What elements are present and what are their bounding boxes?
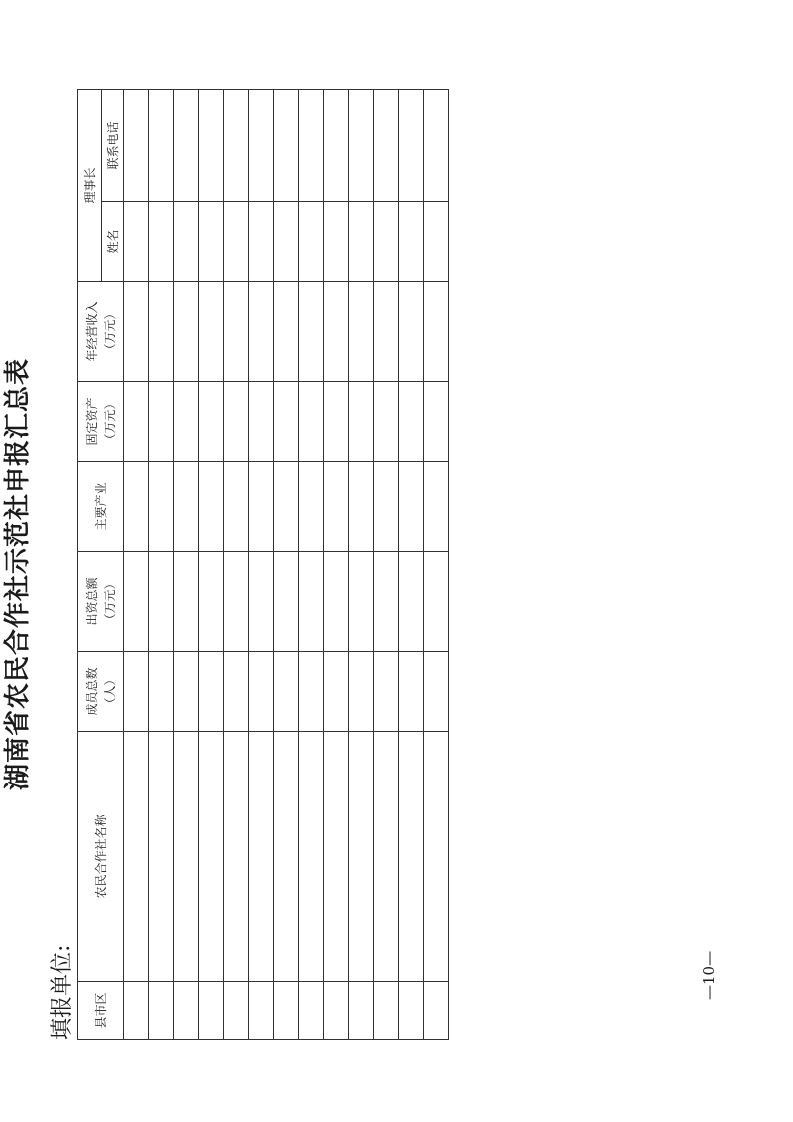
table-cell[interactable]: [274, 89, 299, 201]
table-cell[interactable]: [174, 982, 199, 1040]
table-cell[interactable]: [174, 552, 199, 652]
table-cell[interactable]: [199, 982, 224, 1040]
table-cell[interactable]: [224, 732, 249, 982]
table-cell[interactable]: [399, 732, 424, 982]
summary-table: [77, 89, 449, 1040]
table-cell[interactable]: [174, 282, 199, 382]
table-cell[interactable]: [224, 382, 249, 462]
table-cell[interactable]: [149, 552, 174, 652]
table-cell[interactable]: [149, 89, 174, 201]
table-cell[interactable]: [299, 202, 324, 282]
table-cell[interactable]: [124, 652, 149, 732]
table-cell[interactable]: [199, 282, 224, 382]
table-cell[interactable]: [199, 202, 224, 282]
table-cell[interactable]: [199, 382, 224, 462]
table-cell[interactable]: [274, 652, 299, 732]
table-cell[interactable]: [124, 382, 149, 462]
table-cell[interactable]: [274, 382, 299, 462]
header-capital: [78, 552, 124, 652]
table-cell[interactable]: [249, 732, 274, 982]
table-cell[interactable]: [224, 652, 249, 732]
table-cell[interactable]: [424, 652, 449, 732]
header-members-line2: （人）: [102, 673, 117, 710]
table-cell[interactable]: [424, 732, 449, 982]
table-cell[interactable]: [399, 552, 424, 652]
table-cell[interactable]: [299, 552, 324, 652]
table-cell[interactable]: [224, 982, 249, 1040]
table-cell[interactable]: [399, 89, 424, 201]
table-cell[interactable]: [149, 202, 174, 282]
table-row: [199, 89, 224, 1039]
header-capital-line1: 出资总额: [84, 577, 99, 626]
table-cell[interactable]: [249, 462, 274, 552]
table-cell[interactable]: [374, 462, 399, 552]
table-cell[interactable]: [374, 282, 399, 382]
table-cell[interactable]: [324, 552, 349, 652]
header-members-line1: 成员总数: [84, 667, 99, 716]
table-cell[interactable]: [124, 552, 149, 652]
table-cell[interactable]: [124, 89, 149, 201]
table-cell[interactable]: [324, 652, 349, 732]
header-revenue-line1: 年经营收入: [84, 301, 99, 362]
table-cell[interactable]: [424, 382, 449, 462]
table-cell[interactable]: [374, 382, 399, 462]
table-cell[interactable]: [199, 732, 224, 982]
rotated-landscape-content: [0, 40, 437, 1040]
table-cell[interactable]: [124, 202, 149, 282]
table-cell[interactable]: [274, 282, 299, 382]
table-cell[interactable]: [199, 552, 224, 652]
header-industry: 主要产业: [78, 462, 124, 552]
table-cell[interactable]: [349, 282, 374, 382]
table-cell[interactable]: [249, 89, 274, 201]
header-director-phone: 联系电话: [102, 89, 124, 201]
table-row: [149, 89, 174, 1039]
table-cell[interactable]: [299, 382, 324, 462]
table-cell[interactable]: [199, 462, 224, 552]
table-cell[interactable]: [374, 89, 399, 201]
table-cell[interactable]: [349, 462, 374, 552]
table-cell[interactable]: [399, 982, 424, 1040]
table-row: [249, 89, 274, 1039]
table-row: [374, 89, 399, 1039]
header-coop-name: 农民合作社名称: [78, 732, 124, 982]
table-cell[interactable]: [224, 462, 249, 552]
table-cell[interactable]: [274, 982, 299, 1040]
table-cell[interactable]: [149, 462, 174, 552]
table-cell[interactable]: [349, 652, 374, 732]
table-cell[interactable]: [124, 732, 149, 982]
table-row: [299, 89, 324, 1039]
table-cell[interactable]: [374, 552, 399, 652]
table-cell[interactable]: [299, 89, 324, 201]
fill-unit-label: 填报单位:: [50, 944, 75, 1040]
table-row: [174, 89, 199, 1039]
table-body: [124, 89, 449, 1039]
header-revenue-line2: （万元）: [102, 307, 117, 356]
table-cell[interactable]: [324, 202, 349, 282]
table-cell[interactable]: [324, 282, 349, 382]
header-assets-line2: （万元）: [102, 397, 117, 446]
table-cell[interactable]: [399, 202, 424, 282]
table-row: [124, 89, 149, 1039]
table-cell[interactable]: [124, 282, 149, 382]
header-members: [78, 652, 124, 732]
table-cell[interactable]: [174, 652, 199, 732]
table-cell[interactable]: [424, 89, 449, 201]
table-row: [224, 89, 249, 1039]
table-cell[interactable]: [349, 89, 374, 201]
table-cell[interactable]: [199, 652, 224, 732]
table-cell[interactable]: [224, 552, 249, 652]
table-cell[interactable]: [249, 282, 274, 382]
table-cell[interactable]: [249, 382, 274, 462]
table-cell[interactable]: [224, 282, 249, 382]
table-row: [424, 89, 449, 1039]
table-cell[interactable]: [274, 202, 299, 282]
header-revenue: [78, 282, 124, 382]
table-cell[interactable]: [324, 982, 349, 1040]
table-cell[interactable]: [199, 89, 224, 201]
table-row: [274, 89, 299, 1039]
table-cell[interactable]: [124, 462, 149, 552]
table-cell[interactable]: [149, 982, 174, 1040]
table-cell[interactable]: [424, 982, 449, 1040]
table-cell[interactable]: [399, 652, 424, 732]
table-cell[interactable]: [374, 732, 399, 982]
table-cell[interactable]: [274, 732, 299, 982]
table-cell[interactable]: [349, 382, 374, 462]
table-cell[interactable]: [124, 982, 149, 1040]
page-number: —10—: [700, 950, 718, 1000]
table-cell[interactable]: [174, 382, 199, 462]
header-assets-line1: 固定资产: [84, 397, 99, 446]
table-cell[interactable]: [174, 89, 199, 201]
table-cell[interactable]: [324, 732, 349, 982]
table-cell[interactable]: [424, 202, 449, 282]
table-cell[interactable]: [224, 89, 249, 201]
table-cell[interactable]: [374, 652, 399, 732]
table-cell[interactable]: [299, 982, 324, 1040]
table-cell[interactable]: [424, 552, 449, 652]
table-cell[interactable]: [149, 652, 174, 732]
table-cell[interactable]: [374, 982, 399, 1040]
table-cell[interactable]: [249, 202, 274, 282]
header-capital-line2: （万元）: [102, 577, 117, 626]
table-cell[interactable]: [174, 732, 199, 982]
table-cell[interactable]: [424, 282, 449, 382]
table-cell[interactable]: [424, 462, 449, 552]
table-cell[interactable]: [399, 462, 424, 552]
table-row: [324, 89, 349, 1039]
table-cell[interactable]: [349, 732, 374, 982]
table-cell[interactable]: [349, 982, 374, 1040]
table-cell[interactable]: [224, 202, 249, 282]
header-director-name: 姓名: [102, 202, 124, 282]
page-title: 湖南省农民合作社示范社申报汇总表: [3, 357, 33, 790]
table-cell[interactable]: [299, 462, 324, 552]
table-cell[interactable]: [274, 552, 299, 652]
table-cell[interactable]: [299, 652, 324, 732]
header-director: 理事长: [78, 89, 102, 281]
table-cell[interactable]: [149, 732, 174, 982]
table-cell[interactable]: [249, 652, 274, 732]
table-cell[interactable]: [149, 382, 174, 462]
table-cell[interactable]: [274, 462, 299, 552]
table-cell[interactable]: [299, 282, 324, 382]
table-cell[interactable]: [349, 552, 374, 652]
header-assets: [78, 382, 124, 462]
table-cell[interactable]: [324, 382, 349, 462]
table-cell[interactable]: [399, 382, 424, 462]
table-cell[interactable]: [349, 202, 374, 282]
table-cell[interactable]: [324, 89, 349, 201]
table-row: [349, 89, 374, 1039]
table-cell[interactable]: [399, 282, 424, 382]
table-cell[interactable]: [249, 552, 274, 652]
header-county: 县市区: [78, 982, 124, 1040]
table-cell[interactable]: [174, 462, 199, 552]
table-cell[interactable]: [249, 982, 274, 1040]
table-cell[interactable]: [374, 202, 399, 282]
table-row: [399, 89, 424, 1039]
table-cell[interactable]: [174, 202, 199, 282]
table-cell[interactable]: [324, 462, 349, 552]
table-cell[interactable]: [299, 732, 324, 982]
table-cell[interactable]: [149, 282, 174, 382]
